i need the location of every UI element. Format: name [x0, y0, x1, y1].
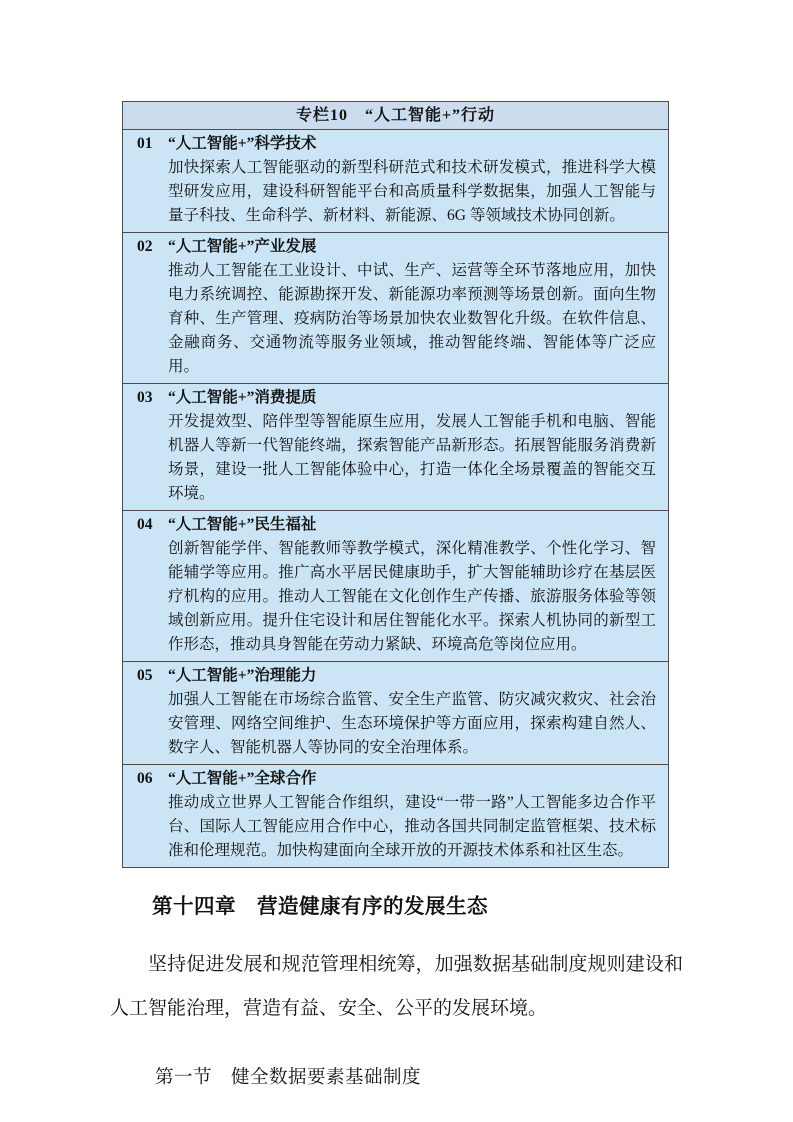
panel-row-04 — [123, 511, 668, 662]
item-body: 推动人工智能在工业设计、中试、生产、运营等全环节落地应用，加快电力系统调控、能源勘探开发、新能源功率预测等场景创新。面向生物育种、生产管理、疫病防治等场景加快农业数智化升级。在软件信息、金融商务、交通物流等服务业领域，推动智能终端、智能体等广泛应用。 — [168, 262, 656, 375]
ai-plus-action-panel — [122, 101, 669, 868]
panel-row-03 — [123, 384, 668, 511]
item-heading — [137, 513, 656, 537]
item-number: 02 — [137, 238, 153, 255]
item-number: 06 — [137, 770, 153, 787]
panel-row-05 — [123, 662, 668, 765]
item-body: 加快探索人工智能驱动的新型科研范式和技术研发模式，推进科学大模型研发应用，建设科研智能平台和高质量科学数据集，加强人工智能与量子科技、生命科学、新材料、新能源、6G 等领域技术协同创新。 — [168, 159, 656, 224]
item-title: “人工智能+”治理能力 — [168, 667, 317, 684]
panel-row-01 — [123, 130, 668, 233]
item-heading — [137, 132, 656, 156]
chapter-paragraph: 坚持促进发展和规范管理相统筹，加强数据基础制度规则建设和人工智能治理，营造有益、安全、公平的发展环境。 — [110, 954, 683, 1019]
item-number: 03 — [137, 389, 153, 406]
item-heading — [137, 235, 656, 259]
item-title: “人工智能+”产业发展 — [168, 238, 317, 255]
item-number: 01 — [137, 135, 153, 152]
item-body: 推动成立世界人工智能合作组织，建设“一带一路”人工智能多边合作平台、国际人工智能应用合作中心，推动各国共同制定监管框架、技术标准和伦理规范。加快构建面向全球开放的开源技术体系和社区生态。 — [168, 794, 656, 859]
panel-row-06 — [123, 765, 668, 867]
item-title: “人工智能+”消费提质 — [168, 389, 317, 406]
chapter-heading: 第十四章 营造健康有序的发展生态 — [152, 895, 488, 918]
item-title: “人工智能+”全球合作 — [168, 770, 317, 787]
item-title: “人工智能+”科学技术 — [168, 135, 317, 152]
item-body: 加强人工智能在市场综合监管、安全生产监管、防灾减灾救灾、社会治安管理、网络空间维护、生态环境保护等方面应用，探索构建自然人、数字人、智能机器人等协同的安全治理体系。 — [168, 691, 656, 756]
item-title: “人工智能+”民生福祉 — [168, 516, 317, 533]
item-heading — [137, 664, 656, 688]
item-number: 05 — [137, 667, 153, 684]
section-heading: 第一节 健全数据要素基础制度 — [155, 1068, 422, 1088]
panel-title: 专栏10 “人工智能+”行动 — [123, 102, 668, 130]
item-heading — [137, 767, 656, 791]
item-body: 创新智能学伴、智能教师等教学模式，深化精准教学、个性化学习、智能辅学等应用。推广高水平居民健康助手，扩大智能辅助诊疗在基层医疗机构的应用。推动人工智能在文化创作生产传播、旅游服务体验等领域创新应用。提升住宅设计和居住智能化水平。探索人机协同的新型工作形态，推动具身智能在劳动力紧缺、环境高危等岗位应用。 — [168, 540, 656, 653]
item-number: 04 — [137, 516, 153, 533]
item-heading — [137, 386, 656, 410]
item-body: 开发提效型、陪伴型等智能原生应用，发展人工智能手机和电脑、智能机器人等新一代智能终端，探索智能产品新形态。拓展智能服务消费新场景，建设一批人工智能体验中心，打造一体化全场景覆盖的智能交互环境。 — [168, 413, 656, 502]
panel-row-02 — [123, 233, 668, 384]
